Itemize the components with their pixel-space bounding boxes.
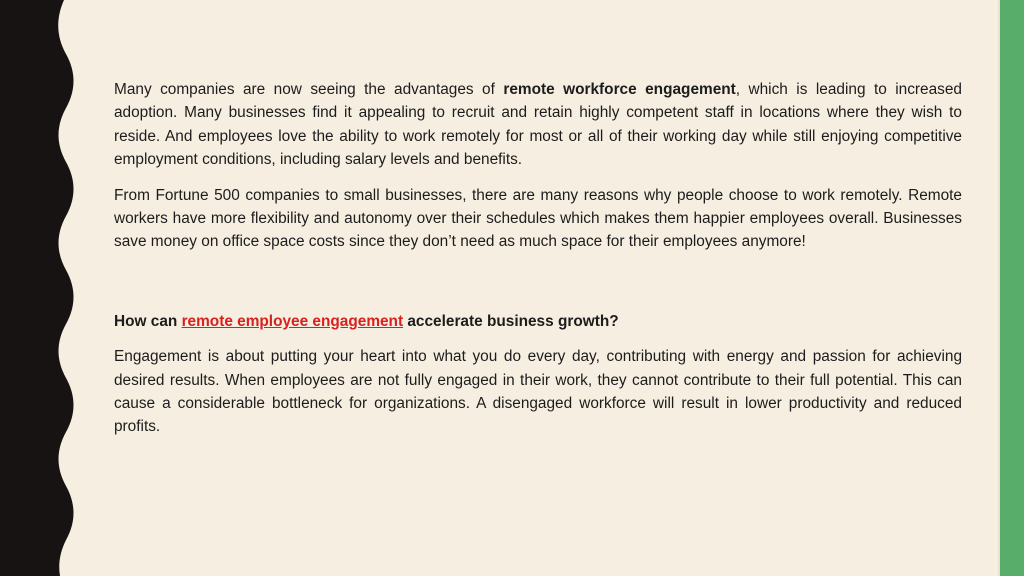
heading-end: accelerate business growth? <box>403 312 619 330</box>
remote-employee-engagement-link[interactable]: remote employee engagement <box>181 312 404 330</box>
section-heading <box>114 310 962 333</box>
remote-workforce-engagement-bold: remote workforce engagement <box>503 81 736 98</box>
paragraph-fortune-500: From Fortune 500 companies to small businesses, there are many reasons why people choose to work remotely. Remote workers have more flexibility and autonomy over their schedules which makes them happier employees overall. Businesses save money on office space costs since they don’t need as much space for their employees anymore! <box>114 186 962 251</box>
wavy-left-border <box>0 0 80 576</box>
paragraph-engagement: Engagement is about putting your heart into what you do every day, contributing with energy and passion for achieving desired results. When employees are not fully engaged in their work, they cannot contribute to their full potential. This can cause a considerable bottleneck for organizations. A disengaged workforce will result in lower productivity and reduced profits. <box>114 348 962 436</box>
wavy-border-shape <box>0 0 74 576</box>
paragraph-remote-workforce <box>114 78 962 172</box>
heading-start: How can <box>114 312 182 330</box>
green-accent-bar <box>1000 0 1024 576</box>
paragraph1-rest: , which is leading to increased adoption. Many businesses find it appealing to recruit and retain highly competent staff in locations where they wish to reside. And employees love the ability to work remotely for most or all of their working day while still enjoying competitive employment conditions, including salary levels and benefits. <box>114 81 962 169</box>
text-content <box>114 78 962 451</box>
paragraph1-intro: Many companies are now seeing the advantages of <box>114 81 504 98</box>
